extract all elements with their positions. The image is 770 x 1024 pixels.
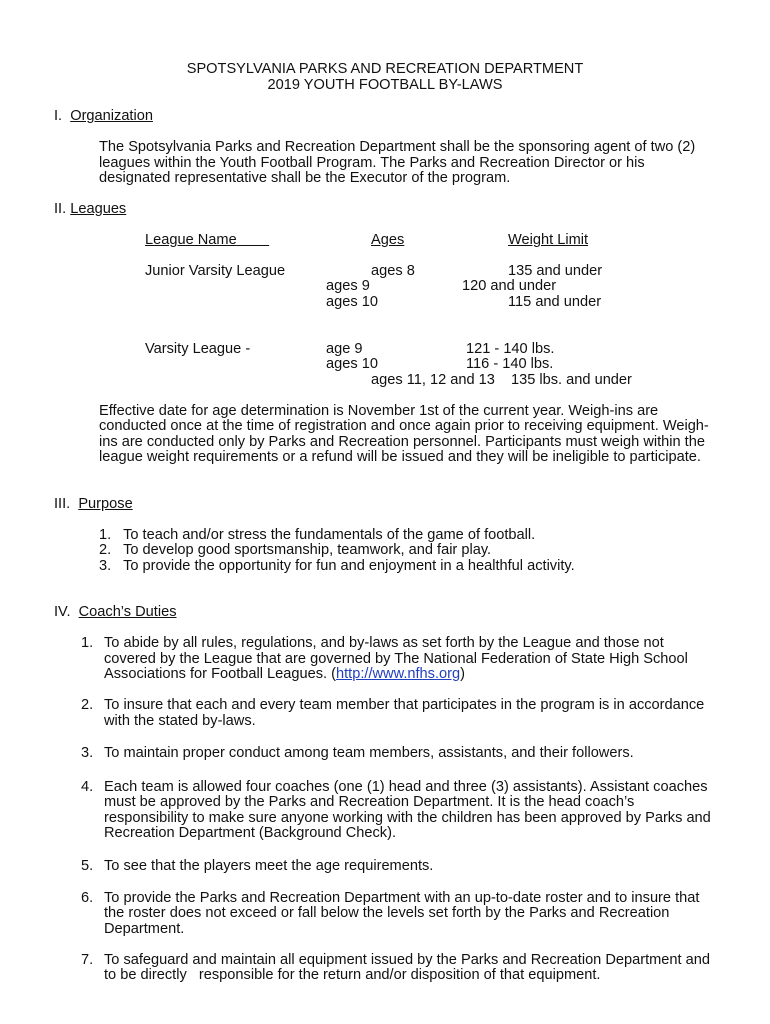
section-title: Purpose	[78, 496, 133, 512]
section-organization-heading	[54, 109, 153, 125]
league-age: ages 8	[371, 263, 415, 279]
purpose-item: 1. To teach and/or stress the fundamentals of the game of football.	[99, 527, 536, 543]
document-subtitle: 2019 YOUTH FOOTBALL BY-LAWS	[267, 77, 503, 93]
column-header-weight-limit: Weight Limit	[508, 232, 589, 248]
section-purpose-heading	[54, 497, 133, 513]
league-weight: 116 - 140 lbs.	[466, 356, 554, 372]
coach-duty-line: responsibility to make sure anyone working with the children has been approved by Parks and	[104, 810, 711, 826]
league-name-junior-varsity: Junior Varsity League	[145, 263, 286, 279]
section-leagues-heading	[54, 202, 126, 218]
list-number: 4.	[81, 779, 94, 795]
league-weight: 120 and under	[462, 278, 557, 294]
league-age: age 9	[326, 341, 363, 357]
coach-duty-line: to be directly responsible for the return and/or disposition of that equipment.	[104, 967, 601, 983]
coach-duty-line: Each team is allowed four coaches (one (1) head and three (3) assistants). Assistant coaches	[104, 779, 708, 795]
league-name-varsity: Varsity League -	[145, 341, 251, 357]
coach-duty-line: To see that the players meet the age requirements.	[104, 858, 434, 874]
coach-duty-line: To maintain proper conduct among team members, assistants, and their followers.	[104, 745, 634, 761]
document-title: SPOTSYLVANIA PARKS AND RECREATION DEPARTMENT	[186, 61, 584, 77]
league-weight: 115 and under	[508, 294, 602, 310]
league-weight: 135 and under	[508, 263, 603, 279]
coach-duty-line: with the stated by-laws.	[104, 713, 256, 729]
coach-duty-line: covered by the League that are governed by The National Federation of State High School	[104, 651, 688, 667]
effective-date-line: Effective date for age determination is November 1st of the current year. Weigh-ins are	[99, 403, 659, 419]
organization-line: leagues within the Youth Football Program. The Parks and Recreation Director or his	[99, 155, 645, 171]
nfhs-link[interactable]: http://www.nfhs.org	[336, 666, 461, 682]
league-age: ages 10	[326, 356, 378, 372]
list-number: 3.	[81, 745, 94, 761]
organization-line: designated representative shall be the Executor of the program.	[99, 170, 511, 186]
section-numeral: II.	[54, 201, 67, 217]
section-title: Leagues	[70, 201, 127, 217]
list-number: 5.	[81, 858, 94, 874]
coach-duty-line: the roster does not exceed or fall below the levels set forth by the Parks and Recreation	[104, 905, 670, 921]
purpose-item: 3. To provide the opportunity for fun and enjoyment in a healthful activity.	[99, 558, 575, 574]
effective-date-line: league weight requirements or a refund will be issued and they will be ineligible to participate.	[99, 449, 701, 465]
effective-date-line: ins are conducted only by Parks and Recreation personnel. Participants must weigh within the	[99, 434, 705, 450]
league-age: ages 9	[326, 278, 370, 294]
coach-duty-line: Associations for Football Leagues. (http://www.nfhs.org)	[104, 666, 465, 682]
section-numeral: III.	[54, 496, 71, 512]
section-title: Organization	[70, 108, 153, 124]
coach-duty-line: Recreation Department (Background Check).	[104, 825, 397, 841]
purpose-item: 2. To develop good sportsmanship, teamwork, and fair play.	[99, 542, 492, 558]
league-age: ages 11, 12 and 13	[371, 372, 495, 388]
list-number: 6.	[81, 890, 94, 906]
organization-line: The Spotsylvania Parks and Recreation Department shall be the sponsoring agent of two (2)	[99, 139, 696, 155]
section-title: Coach’s Duties	[78, 604, 177, 620]
list-number: 1.	[81, 635, 94, 651]
coach-duty-line: To insure that each and every team member that participates in the program is in accordance	[104, 697, 705, 713]
list-number: 2.	[81, 697, 94, 713]
coach-duty-line: must be approved by the Parks and Recreation Department. It is the head coach’s	[104, 794, 635, 810]
column-header-ages: Ages	[371, 232, 405, 248]
effective-date-line: conducted once at the time of registration and once again prior to receiving equipment. Weigh-	[99, 418, 709, 434]
list-number: 7.	[81, 952, 94, 968]
coach-duty-line: To safeguard and maintain all equipment issued by the Parks and Recreation Department and	[104, 952, 711, 968]
section-coach-duties-heading	[54, 605, 177, 621]
section-numeral: I.	[54, 108, 63, 124]
coach-duty-line: To abide by all rules, regulations, and by-laws as set forth by the League and those not	[104, 635, 664, 651]
league-weight: 135 lbs. and under	[511, 372, 632, 388]
column-header-league-name: League Name	[145, 232, 237, 248]
coach-duty-line: Department.	[104, 921, 185, 937]
league-age: ages 10	[326, 294, 378, 310]
league-weight: 121 - 140 lbs.	[466, 341, 555, 357]
coach-duty-line: To provide the Parks and Recreation Department with an up-to-date roster and to insure that	[104, 890, 700, 906]
section-numeral: IV.	[54, 604, 71, 620]
